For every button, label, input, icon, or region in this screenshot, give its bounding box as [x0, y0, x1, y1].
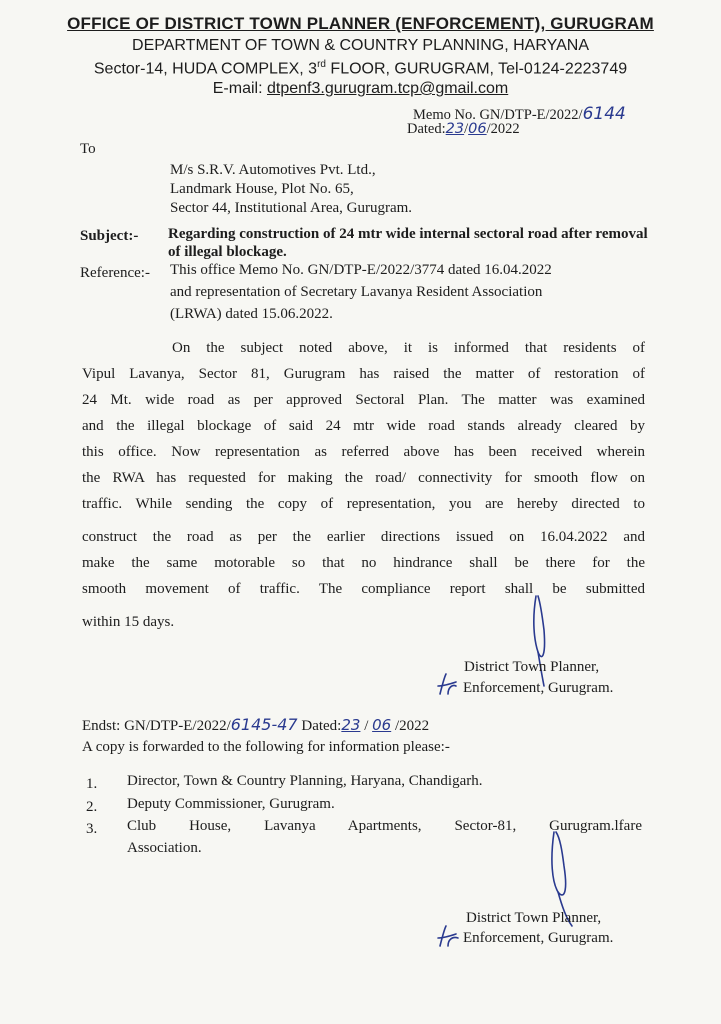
endorsement-date-month: 06: [372, 716, 392, 734]
endorsement-handwritten-number: 6145-47: [230, 715, 298, 734]
addressee-line-1: M/s S.R.V. Automotives Pvt. Ltd.,: [170, 162, 376, 178]
body-line-9: make the same motorable so that no hindrance shall be there for the: [82, 555, 645, 571]
reference-line-2: and representation of Secretary Lavanya Resident Association: [170, 284, 543, 300]
addressee-line-3: Sector 44, Institutional Area, Gurugram.: [170, 200, 413, 216]
initials-mark-1: [434, 672, 460, 698]
to-label: To: [80, 141, 96, 157]
subject-text: Regarding construction of 24 mtr wide internal sectoral road after removal of illegal blockage.: [168, 226, 648, 260]
reference-line-1: This office Memo No. GN/DTP-E/2022/3774 dated 16.04.2022: [170, 262, 552, 278]
recipient-2: Deputy Commissioner, Gurugram.: [127, 796, 335, 812]
recipient-3-continued: Association.: [127, 840, 202, 856]
recipient-1: Director, Town & Country Planning, Haryana, Chandigarh.: [127, 773, 483, 789]
memo-date-line: Dated:23/06/2022: [407, 121, 520, 137]
body-line-11: within 15 days.: [82, 614, 175, 630]
body-line-3: 24 Mt. wide road as per approved Sectoral Plan. The matter was examined: [82, 392, 645, 408]
recipient-number-2: 2.: [86, 799, 98, 815]
initials-mark-2: [434, 924, 462, 950]
recipient-number-3: 3.: [86, 821, 98, 837]
memo-handwritten-number: 6144: [582, 104, 626, 124]
body-line-2: Vipul Lavanya, Sector 81, Gurugram has raised the matter of restoration of: [82, 366, 645, 382]
body-line-5: this office. Now representation as referred above has been received wherein: [82, 444, 645, 460]
body-line-6: the RWA has requested for making the road/ connectivity for smooth flow on: [82, 470, 645, 486]
memo-dated-label: Dated:: [407, 121, 446, 137]
endorsement-prefix: Endst: GN/DTP-E/2022/: [82, 718, 231, 734]
office-heading: OFFICE OF DISTRICT TOWN PLANNER (ENFORCEMENT), GURUGRAM: [67, 14, 654, 33]
memo-date-year: /2022: [486, 121, 520, 137]
signatory-office-2: Enforcement, Gurugram.: [463, 930, 614, 946]
signatory-office-1: Enforcement, Gurugram.: [463, 680, 614, 696]
endorsement-date-year: /2022: [394, 718, 430, 734]
subject-label: Subject:-: [80, 228, 139, 244]
memo-prefix: Memo No. GN/DTP-E/2022/: [413, 107, 583, 123]
body-line-8: construct the road as per the earlier directions issued on 16.04.2022 and: [82, 529, 645, 545]
endorsement-line: Endst: GN/DTP-E/2022/6145-47 Dated:23 / 06 /2022: [82, 715, 430, 734]
recipient-number-1: 1.: [86, 776, 98, 792]
body-line-4: and the illegal blockage of said 24 mtr wide road stands already cleared by: [82, 418, 645, 434]
copy-intro: A copy is forwarded to the following for information please:-: [82, 739, 450, 755]
addressee-line-2: Landmark House, Plot No. 65,: [170, 181, 354, 197]
endorsement-dated-label: Dated:: [297, 718, 342, 734]
address-part-a: Sector-14, HUDA COMPLEX, 3: [93, 60, 318, 78]
memo-date-day: 23: [445, 121, 465, 137]
body-line-10: smooth movement of traffic. The compliance report shall be submitted: [82, 581, 645, 597]
signatory-title-2: District Town Planner,: [466, 910, 602, 926]
reference-label: Reference:-: [80, 265, 150, 281]
body-line-7: traffic. While sending the copy of representation, you are hereby directed to: [82, 496, 645, 512]
email-address: dtpenf3.gurugram.tcp@gmail.com: [266, 80, 509, 97]
address-superscript: rd: [317, 59, 326, 70]
recipient-3: Club House, Lavanya Apartments, Sector-81, Gurugram.lfare: [127, 818, 642, 834]
address-part-b: FLOOR, GURUGRAM, Tel-0124-2223749: [325, 60, 628, 78]
endorsement-date-day: 23: [341, 716, 361, 734]
memo-date-month: 06: [468, 121, 487, 137]
reference-line-3: (LRWA) dated 15.06.2022.: [170, 306, 333, 322]
department-heading: DEPARTMENT OF TOWN & COUNTRY PLANNING, HARYANA: [132, 37, 589, 54]
email-line: [0, 80, 721, 98]
office-address: [0, 59, 721, 78]
signatory-title-1: District Town Planner,: [464, 659, 600, 675]
body-line-1: On the subject noted above, it is informed that residents of: [172, 340, 645, 356]
email-label: E-mail:: [212, 80, 267, 97]
